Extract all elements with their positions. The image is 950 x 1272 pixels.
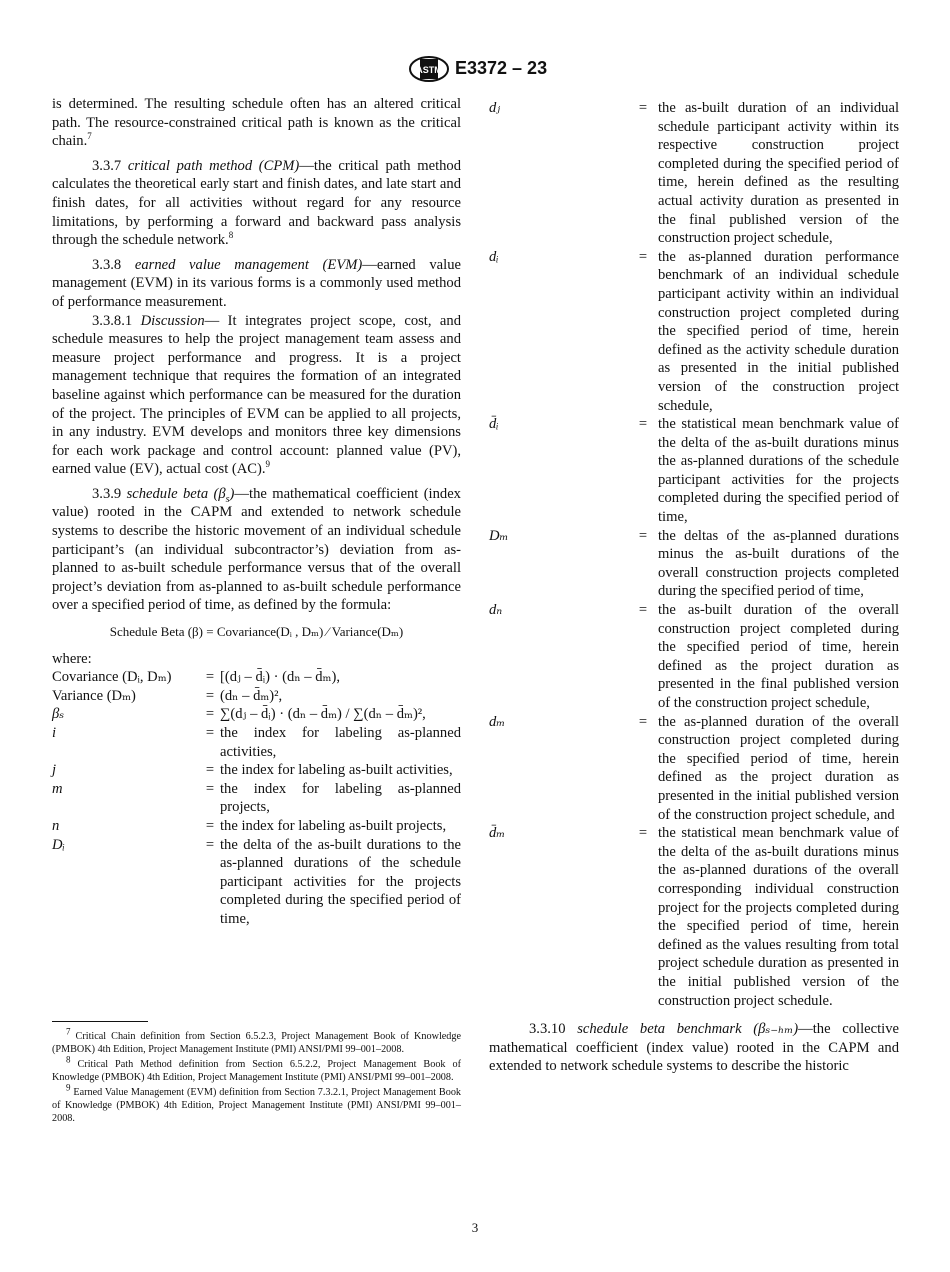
equals-sign: = [205, 836, 215, 853]
footnote-9: $^9$ Earned Value Management (EVM) definition from Section 7.3.2.1, Project Management Book of Knowledge (PMBOK) 4th Edition, Project Management Institute (PMI) ANSI/PMI 99–001–2008. [52, 1082, 462, 1125]
definition-symbol: d̄ᵢ [489, 416, 499, 433]
definition-symbol: dₘ [489, 713, 506, 730]
definition-row [489, 99, 899, 248]
definition-row [489, 415, 899, 527]
equals-sign: = [205, 780, 215, 797]
definition-text: the index for labeling as-planned activities, [220, 725, 461, 760]
equals-sign: = [205, 725, 215, 741]
right-column [489, 99, 899, 1076]
definition-symbol: Covariance (Dᵢ, Dₘ) [52, 669, 172, 686]
definition-text: the delta of the as-built durations to the as-planned durations of the schedule participant activities for the projects completed during the specified period of time, [220, 836, 461, 927]
definition-row [52, 724, 461, 761]
definition-symbol: j [52, 762, 57, 779]
definition-symbol: βₛ [52, 706, 65, 723]
definition-row [52, 687, 461, 706]
equals-sign: = [638, 713, 648, 730]
equals-sign: = [638, 100, 648, 116]
where-label: where: [52, 650, 92, 667]
definition-text: the index for labeling as-built activities, [220, 762, 453, 779]
schedule-beta-formula: Schedule Beta (β) = Covariance(Dᵢ , Dₘ) ⁄ Variance(Dₘ) [109, 624, 404, 640]
equals-sign: = [638, 527, 648, 544]
definition-text: the index for labeling as-built projects, [220, 817, 447, 834]
equals-sign: = [205, 817, 215, 834]
definition-row [52, 705, 461, 724]
definition-symbol: n [52, 817, 60, 834]
footnote-ref-8[interactable]: 8 [228, 230, 234, 241]
equals-sign: = [205, 762, 215, 779]
definition-row [52, 817, 461, 836]
definition-text: the deltas of the as-planned durations minus the as-built durations of the overall construction projects completed during the specified period of time, [658, 527, 899, 600]
equals-sign: = [638, 416, 648, 433]
section-3-3-7: 3.3.7 critical path method (CPM)—the critical path method calculates the theoretical early start and finish dates, and late start and finish dates, for all activities without regard for any resource limitations, by performing a forward and backward pass analysis through the schedule network.$^8$ [52, 157, 462, 249]
section-3-3-9: 3.3.9 schedule beta $(\beta_s)—the$ mathematical coefficient (index value) rooted in the CAPM and extended to network schedule systems to describe the historic movement of an individual schedule participant’s (an individual subcontractor’s) deviation from as-planned to as-built schedule performance versus that of the overall project’s deviation from as-planned to as-built schedule performance over a specified period of time, as defined by the formula: [52, 485, 461, 614]
footnote-7: $^7$ Critical Chain definition from Section 6.5.2.3, Project Management Book of Knowledge (PMBOK) 4th Edition, Project Management Institute (PMI) ANSI/PMI 99–001–2008. [52, 1026, 461, 1056]
term-schedule-beta: schedule beta $(\beta_s)$ [126, 485, 235, 505]
footnote-rule [52, 1021, 148, 1022]
definition-row [489, 713, 899, 825]
definition-text: the as-built duration of the overall construction project completed during the specified period of time, herein defined as the project duration as presented in the final published version of the construction project schedule, [658, 602, 899, 711]
definition-symbol: dₙ [489, 602, 503, 619]
definition-text: the as-planned duration of the overall construction project completed during the specified period of time, herein defined as the project duration as presented in the initial published version of the construction project schedule, and [658, 713, 899, 823]
definition-row [52, 780, 461, 817]
term-evm: earned value management (EVM) [134, 256, 363, 273]
footnote-8: $^8$ Critical Path Method definition from Section 6.5.2.2, Project Management Book of Knowledge (PMBOK) 4th Edition, Project Management Institute (PMI) ANSI/PMI 99–001–2008. [52, 1054, 461, 1084]
definition-text: [(dⱼ – d̄ᵢ) · (dₙ – d̄ₘ), [220, 669, 340, 686]
definition-symbol: Dₘ [489, 527, 509, 544]
equals-sign: = [205, 706, 215, 723]
definition-text: the index for labeling as-planned projects, [220, 780, 461, 816]
equals-sign: = [638, 248, 648, 265]
definition-row [52, 668, 461, 687]
definition-row [52, 761, 461, 780]
definition-row [489, 527, 899, 601]
term-cpm: critical path method (CPM) [127, 157, 300, 174]
definition-symbol: Variance (Dₘ) [52, 687, 136, 704]
left-column [52, 95, 461, 929]
definition-row [489, 824, 899, 1010]
definition-text: the as-built duration of an individual schedule participant activity within its respective construction project completed during the specified period of time, herein defined as the resulting actual activity duration as presented in the final published version of the construction project schedule, [658, 100, 899, 247]
definition-symbol: dᵢ [489, 248, 499, 265]
equals-sign: = [638, 602, 648, 619]
definition-row [489, 601, 899, 713]
definition-symbol: m [52, 780, 63, 797]
definition-symbol: Dᵢ [52, 836, 65, 853]
section-3-3-8-1: 3.3.8.1 Discussion— It integrates project scope, cost, and schedule measures to help the project management team assess and measure project performance and progress. It is a project management technique that requires the formation of an integrated baseline against which performance can be measured for the duration of the project. The principles of EVM can be applied to all projects, in any industry. EVM develops and monitors three key dimensions for each work package and control account: planned value (PV), earned value (EV), actual cost (AC).$^9$ [52, 312, 461, 478]
definition-text: (dₙ – d̄ₘ)², [220, 687, 283, 704]
paragraph-critical-chain: is determined. The resulting schedule often has an altered critical path. The resource-constrained critical path is known as the critical chain.$^7$ [52, 96, 461, 150]
footnotes [52, 1026, 462, 1127]
left-definitions-list [52, 668, 461, 928]
right-definitions-list [489, 99, 899, 1010]
equals-sign: = [205, 669, 215, 686]
astm-logo-icon [408, 56, 450, 82]
definition-text: the statistical mean benchmark value of the delta of the as-built durations minus the as-planned durations of the schedule participant activities for the projects completed during the specified period of time, [658, 416, 899, 526]
definition-text: ∑(dⱼ – d̄ᵢ) · (dₙ – d̄ₘ) / ∑(dₙ – d̄ₘ)², [220, 706, 426, 723]
footnote-ref-9[interactable]: 9 [265, 459, 271, 470]
page-header [0, 56, 950, 86]
definition-symbol: d̄ₘ [489, 825, 506, 842]
footnote-ref-7[interactable]: 7 [87, 131, 92, 142]
definition-row [489, 248, 899, 415]
equals-sign: = [638, 825, 648, 842]
definition-text: the as-planned duration performance benchmark of an individual schedule participant activity within an individual construction project completed during the specified period of time, herein defined as the activity schedule duration as presented in the initial published version of the construction project schedule, [658, 248, 899, 414]
definition-text: the statistical mean benchmark value of the delta of the as-built durations minus the as-planned durations of the overall corresponding individual construction project for the projects completed during the specified period of time, herein defined as the values resulting from total project schedule duration as presented in the initial published version of the construction project schedule. [658, 825, 899, 1009]
svg-text:ASTM: ASTM [416, 65, 442, 75]
section-3-3-10: 3.3.10 schedule beta benchmark (βₛ₋ₕₘ)—the collective mathematical coefficient (index value) rooted in the CAPM and extended to network schedule systems to describe the historic [489, 1021, 899, 1075]
equals-sign: = [205, 687, 215, 704]
term-schedule-beta-benchmark: schedule beta benchmark (βₛ₋ₕₘ) [577, 1021, 799, 1038]
page-number: 3 [471, 1220, 479, 1235]
standard-id: E3372 – 23 [455, 58, 548, 78]
section-3-3-8: 3.3.8 earned value management (EVM)—earned value management (EVM) in its various forms is a commonly used method of performance measurement. [52, 256, 461, 310]
definition-row [52, 836, 461, 929]
definition-symbol: i [52, 725, 57, 741]
definition-symbol: dⱼ [489, 100, 501, 116]
